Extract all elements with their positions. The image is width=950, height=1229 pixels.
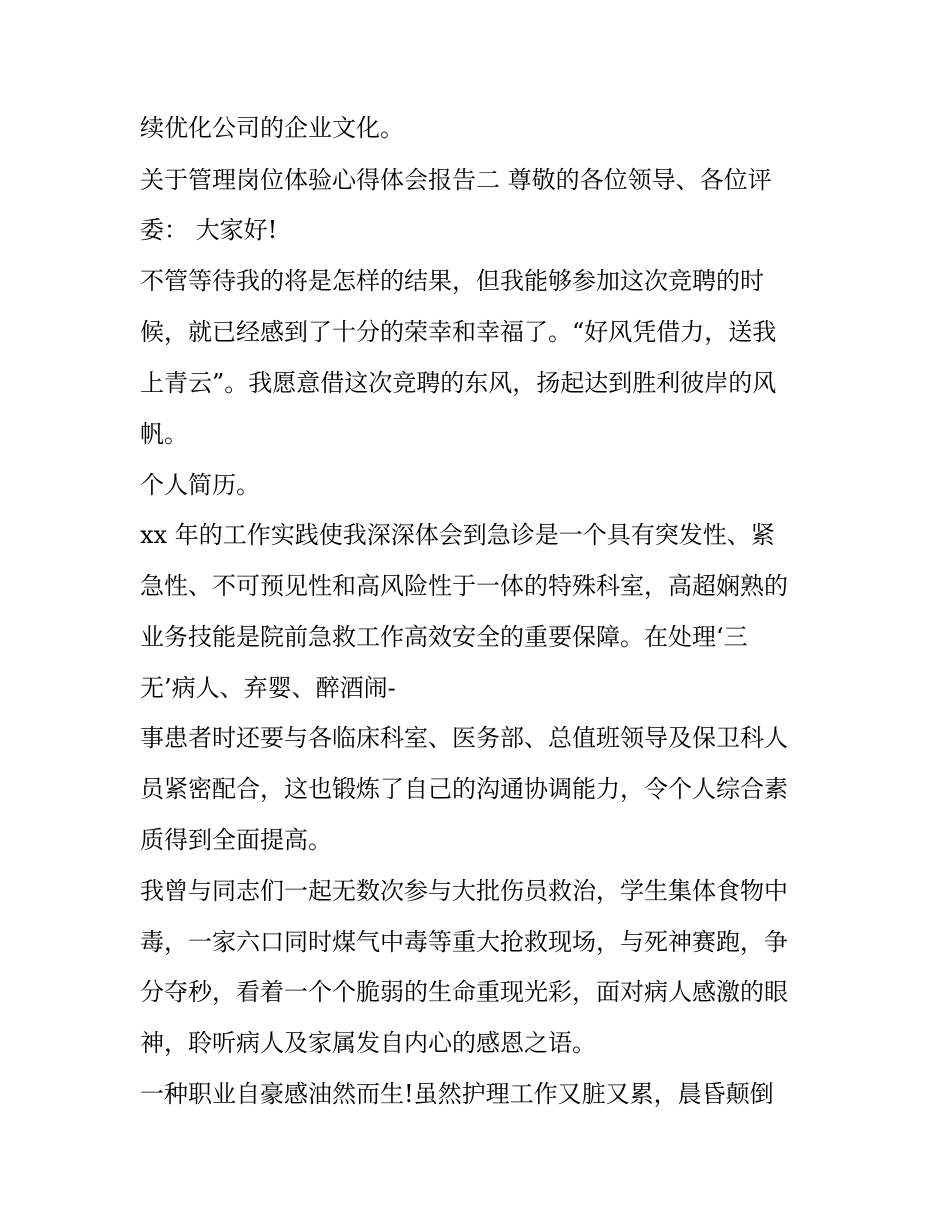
text-line: 委： 大家好! <box>140 216 278 244</box>
text-line: 我曾与同志们一起无数次参与大批伤员救治，学生集体食物中 <box>140 877 788 905</box>
text-line: 一种职业自豪感油然而生!虽然护理工作又脏又累，晨昏颠倒 <box>140 1080 774 1108</box>
text-line: 员紧密配合，这也锻炼了自己的沟通协调能力，令个人综合素 <box>140 775 788 803</box>
text-line: 神，聆听病人及家属发自内心的感恩之语。 <box>140 1029 596 1057</box>
text-line: 续优化公司的企业文化。 <box>140 114 404 142</box>
text-line: 无’病人、弃婴、醉酒闹- <box>140 674 396 702</box>
text-line: 事患者时还要与各临床科室、医务部、总值班领导及保卫科人 <box>140 724 788 752</box>
text-line: 帆。 <box>140 420 188 448</box>
text-line: xx 年的工作实践使我深深体会到急诊是一个具有突发性、紧 <box>140 521 775 549</box>
text-line: 上青云”。我愿意借这次竞聘的东风，扬起达到胜利彼岸的风 <box>140 369 777 397</box>
text-line: 个人简历。 <box>140 471 260 499</box>
text-line: 毒，一家六口同时煤气中毒等重大抢救现场，与死神赛跑，争 <box>140 928 788 956</box>
text-line: 业务技能是院前急救工作高效安全的重要保障。在处理‘三 <box>140 623 748 651</box>
text-line: 不管等待我的将是怎样的结果，但我能够参加这次竞聘的时 <box>140 267 764 295</box>
text-line: 关于管理岗位体验心得体会报告二 尊敬的各位领导、各位评 <box>140 166 772 194</box>
text-line: 候，就已经感到了十分的荣幸和幸福了。“好风凭借力，送我 <box>140 318 777 346</box>
text-line: 急性、不可预见性和高风险性于一体的特殊科室，高超娴熟的 <box>140 572 788 600</box>
text-line: 质得到全面提高。 <box>140 826 332 854</box>
text-line: 分夺秒，看着一个个脆弱的生命重现光彩，面对病人感激的眼 <box>140 978 788 1006</box>
